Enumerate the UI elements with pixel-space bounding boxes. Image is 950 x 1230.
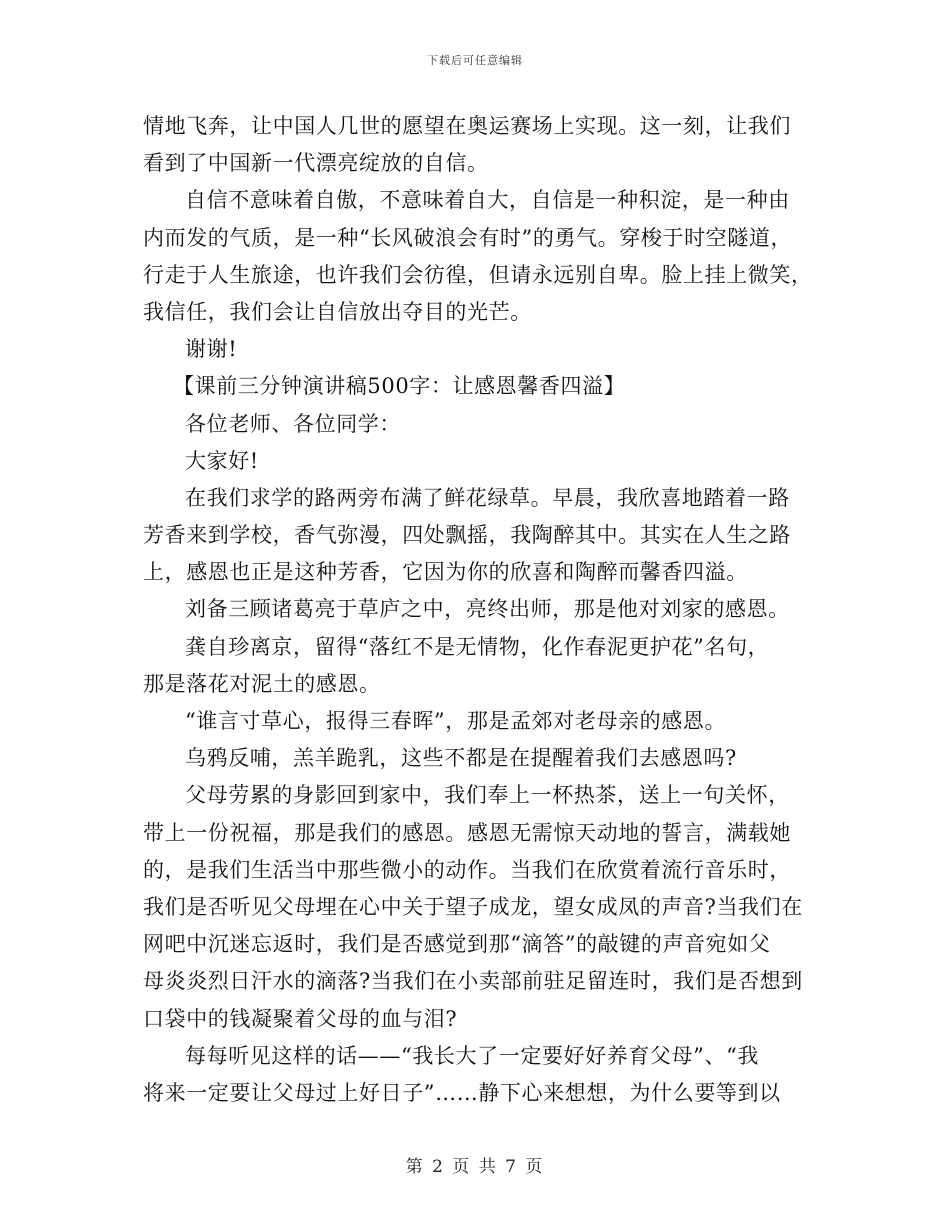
text-line: 网吧中沉迷忘返时，我们是否感觉到那“滴答”的敲键的声音宛如父: [143, 932, 771, 957]
text-line: 带上一份祝福，那是我们的感恩。感恩无需惊天动地的誓言，满载她: [143, 820, 791, 845]
text-line: 芳香来到学校，香气弥漫，四处飘摇，我陶醉其中。其实在人生之路: [143, 523, 791, 548]
text-line: 父母劳累的身影回到家中，我们奉上一杯热茶，送上一句关怀，: [185, 783, 790, 808]
text-line: 内而发的气质，是一种“长风破浪会有时”的勇气。穿梭于时空隧道，: [143, 225, 793, 250]
text-line: 刘备三顾诸葛亮于草庐之中，亮终出师，那是他对刘家的感恩。: [185, 597, 790, 622]
document-body: [143, 108, 813, 1112]
text-line: 上，感恩也正是这种芳香，它因为你的欣喜和陶醉而馨香四溢。: [143, 560, 748, 585]
text-line: 谢谢!: [185, 337, 238, 362]
text-line: 情地飞奔，让中国人几世的愿望在奥运赛场上实现。这一刻，让我们: [143, 114, 791, 138]
text-line: 口袋中的钱凝聚着父母的血与泪?: [143, 1006, 458, 1031]
text-line: 的，是我们生活当中那些微小的动作。当我们在欣赏着流行音乐时，: [143, 857, 791, 882]
text-line: 自信不意味着自傲，不意味着自大，自信是一种积淀，是一种由: [185, 188, 790, 213]
text-line: 行走于人生旅途，也许我们会彷徨，但请永远别自卑。脸上挂上微笑，: [143, 262, 813, 287]
text-line: 那是落花对泥土的感恩。: [143, 671, 381, 696]
text-line: 看到了中国新一代漂亮绽放的自信。: [143, 151, 489, 176]
text-line: 在我们求学的路两旁布满了鲜花绿草。早晨，我欣喜地踏着一路: [185, 485, 790, 510]
text-line: 母炎炎烈日汗水的滴落?当我们在小卖部前驻足留连时，我们是否想到: [143, 969, 803, 994]
page-header: 下载后可任意编辑: [427, 54, 523, 67]
section-heading: 【课前三分钟演讲稿500字：让感恩馨香四溢】: [173, 374, 626, 399]
text-line: 大家好!: [185, 448, 259, 473]
text-line: 乌鸦反哺，羔羊跪乳，这些不都是在提醒着我们去感恩吗?: [185, 746, 737, 771]
text-line: 龚自珍离京，留得“落红不是无情物，化作春泥更护花”名句，: [185, 634, 770, 659]
text-line: 我们是否听见父母埋在心中关于望子成龙，望女成凤的声音?当我们在: [143, 894, 803, 919]
page-footer: 第 2 页 共 7 页: [405, 1157, 545, 1177]
text-line: 将来一定要让父母过上好日子”……静下心来想想，为什么要等到以: [143, 1080, 781, 1105]
text-line: “谁言寸草心，报得三春晖”，那是孟郊对老母亲的感恩。: [185, 709, 727, 733]
text-line: 各位老师、各位同学：: [185, 411, 401, 436]
text-line: 每每听见这样的话——“我长大了一定要好好养育父母”、“我: [185, 1043, 760, 1068]
text-line: 我信任，我们会让自信放出夺目的光芒。: [143, 299, 532, 324]
